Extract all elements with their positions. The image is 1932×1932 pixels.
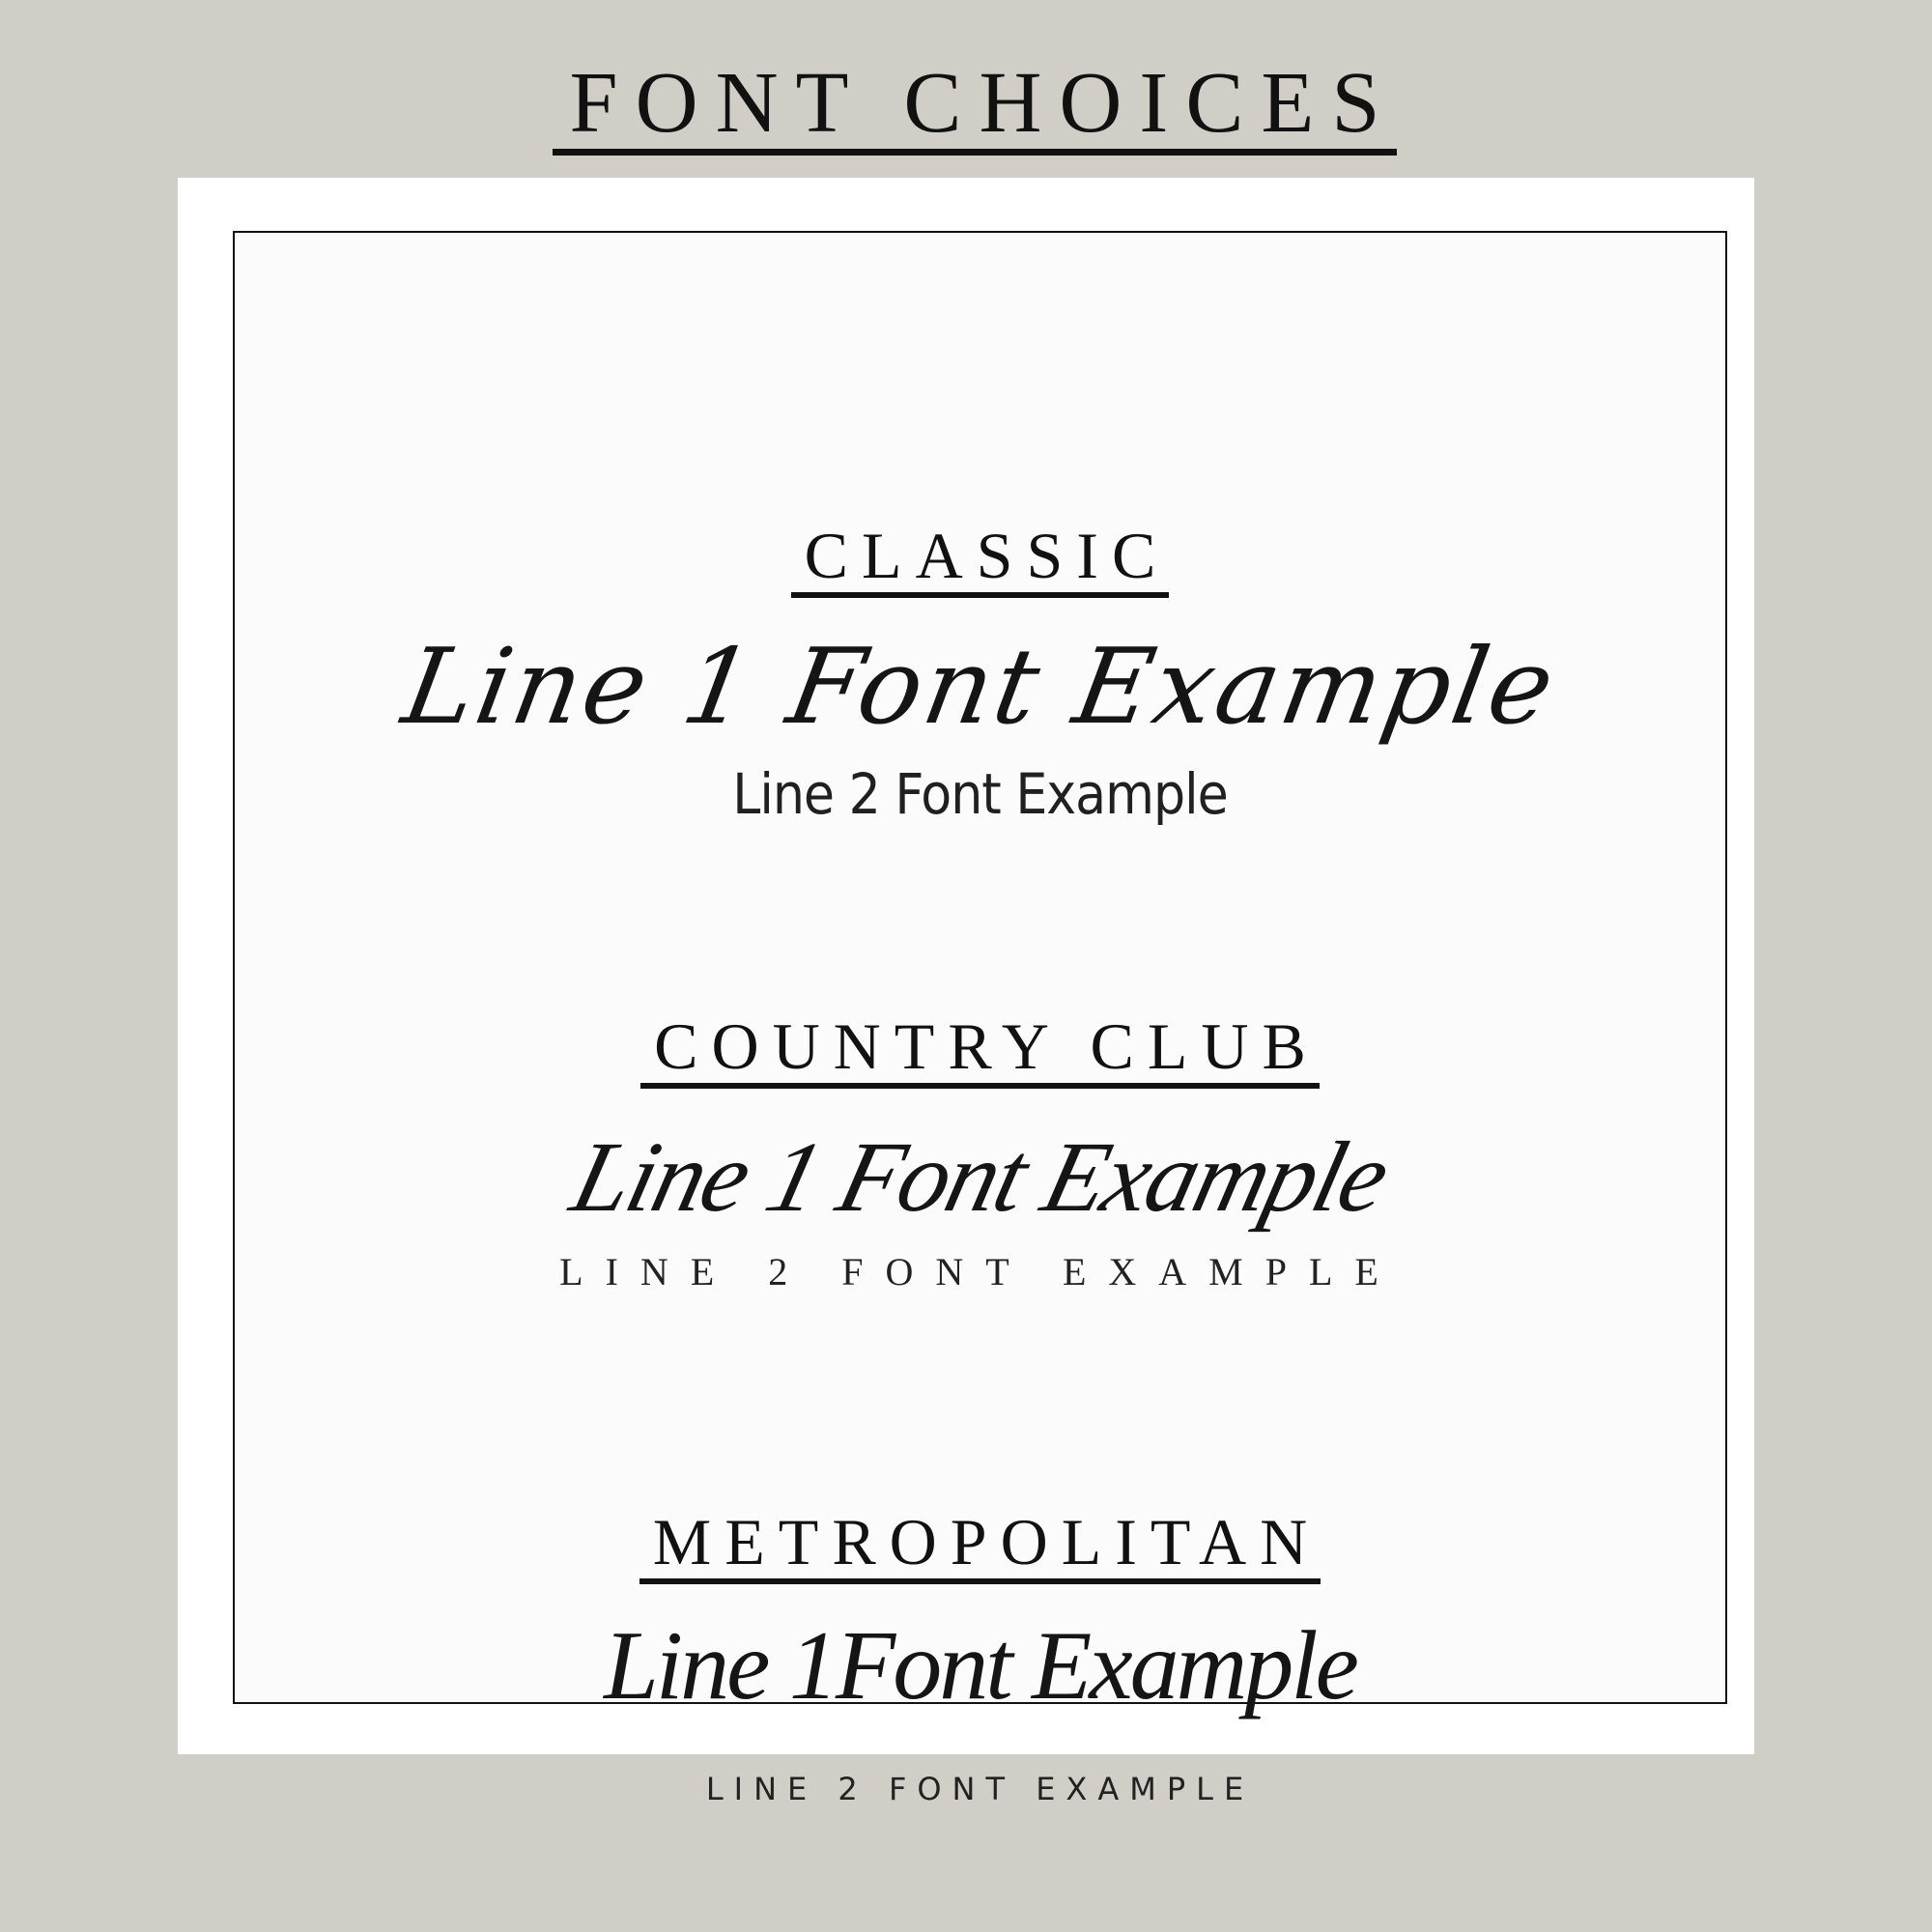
line2-example-metropolitan: LINE 2 FONT EXAMPLE [705,1771,1255,1807]
font-section-metropolitan [235,1505,1725,1807]
section-heading-metropolitan: METROPOLITAN [639,1509,1321,1584]
page-title-text: FONT CHOICES [553,60,1398,156]
line1-example-metropolitan: Line 1Font Example [604,1611,1356,1720]
line2-example-classic: Line 2 Font Example [732,761,1228,827]
font-section-classic [235,519,1725,827]
font-section-country-club [235,1009,1725,1293]
card-border-frame [233,231,1727,1807]
section-heading-classic: CLASSIC [791,523,1170,598]
line1-example-country-club: Line 1 Font Example [561,1122,1399,1233]
section-heading-country-club: COUNTRY CLUB [640,1013,1320,1089]
line2-example-country-club: LINE 2 FONT EXAMPLE [559,1250,1401,1293]
font-choices-card [178,178,1754,1807]
page-title [0,55,1932,156]
line1-example-classic: Line 1 Font Example [394,627,1566,748]
